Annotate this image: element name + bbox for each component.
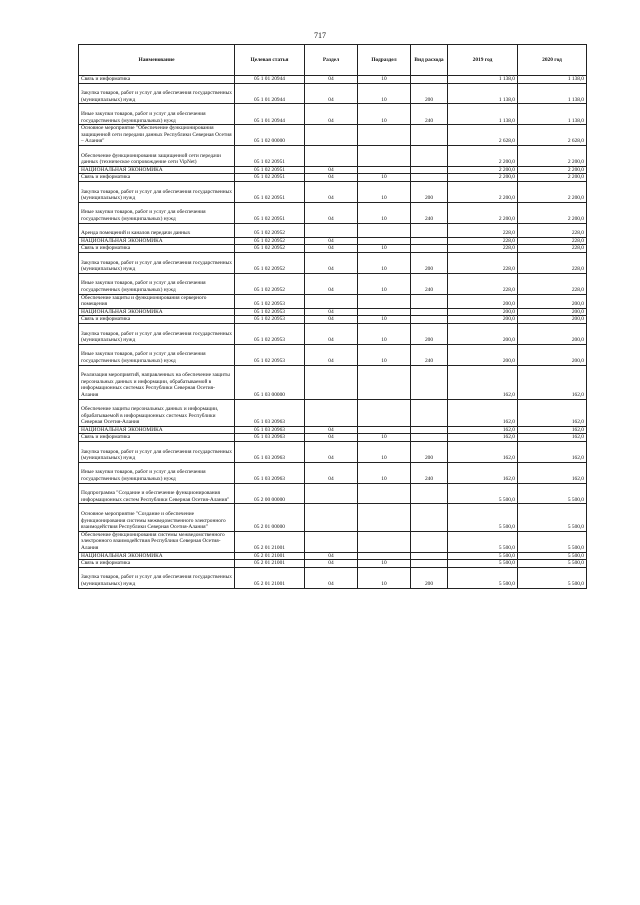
cell-2020: 200,0 bbox=[518, 316, 587, 324]
cell-name: Связь и информатика bbox=[79, 316, 235, 324]
cell-target-article: 05 1 03 20963 bbox=[235, 426, 305, 434]
cell-target-article: 05 1 01 20944 bbox=[235, 83, 305, 104]
table-row bbox=[79, 166, 587, 174]
cell-2019: 162,0 bbox=[448, 399, 518, 426]
cell-2020: 228,0 bbox=[518, 252, 587, 273]
cell-2020: 162,0 bbox=[518, 399, 587, 426]
cell-2020: 228,0 bbox=[518, 237, 587, 245]
table-row bbox=[79, 434, 587, 442]
cell-subsection: 10 bbox=[358, 252, 411, 273]
cell-target-article: 05 1 02 20951 bbox=[235, 145, 305, 166]
table-row bbox=[79, 426, 587, 434]
cell-section: 04 bbox=[305, 308, 358, 316]
cell-name: НАЦИОНАЛЬНАЯ ЭКОНОМИКА bbox=[79, 237, 235, 245]
cell-subsection: 10 bbox=[358, 174, 411, 182]
cell-2019: 228,0 bbox=[448, 245, 518, 253]
cell-expense-type bbox=[411, 174, 448, 182]
cell-subsection: 10 bbox=[358, 316, 411, 324]
table-row bbox=[79, 308, 587, 316]
header-target-article: Целевая статья bbox=[235, 45, 305, 76]
table-row bbox=[79, 104, 587, 125]
cell-subsection bbox=[358, 125, 411, 146]
table-row bbox=[79, 294, 587, 308]
cell-subsection: 10 bbox=[358, 323, 411, 344]
cell-subsection: 10 bbox=[358, 202, 411, 223]
header-section: Раздел bbox=[305, 45, 358, 76]
cell-2019: 2 200,0 bbox=[448, 174, 518, 182]
cell-subsection bbox=[358, 504, 411, 531]
cell-2020: 2 200,0 bbox=[518, 145, 587, 166]
cell-target-article: 05 1 02 20953 bbox=[235, 344, 305, 365]
cell-subsection: 10 bbox=[358, 442, 411, 463]
cell-2020: 5 500,0 bbox=[518, 531, 587, 552]
table-row bbox=[79, 504, 587, 531]
cell-subsection bbox=[358, 308, 411, 316]
cell-target-article: 05 1 03 20963 bbox=[235, 434, 305, 442]
cell-name: Иные закупки товаров, работ и услуг для обеспечения государственных (муниципальных) нужд bbox=[79, 202, 235, 223]
cell-expense-type bbox=[411, 560, 448, 568]
cell-subsection bbox=[358, 552, 411, 560]
cell-section: 04 bbox=[305, 462, 358, 483]
cell-expense-type bbox=[411, 308, 448, 316]
table-row bbox=[79, 83, 587, 104]
cell-expense-type bbox=[411, 316, 448, 324]
cell-target-article: 05 2 01 21001 bbox=[235, 552, 305, 560]
cell-expense-type: 240 bbox=[411, 273, 448, 294]
cell-expense-type bbox=[411, 399, 448, 426]
cell-target-article: 05 1 03 20963 bbox=[235, 462, 305, 483]
cell-expense-type bbox=[411, 426, 448, 434]
cell-2019: 162,0 bbox=[448, 426, 518, 434]
cell-target-article: 05 1 02 20951 bbox=[235, 166, 305, 174]
cell-expense-type bbox=[411, 223, 448, 237]
cell-2020: 162,0 bbox=[518, 462, 587, 483]
cell-2020: 162,0 bbox=[518, 434, 587, 442]
cell-2020: 5 500,0 bbox=[518, 504, 587, 531]
budget-table bbox=[78, 44, 587, 589]
cell-expense-type: 240 bbox=[411, 202, 448, 223]
cell-2019: 162,0 bbox=[448, 365, 518, 399]
cell-2019: 2 628,0 bbox=[448, 125, 518, 146]
cell-2020: 2 200,0 bbox=[518, 166, 587, 174]
table-row bbox=[79, 560, 587, 568]
cell-subsection: 10 bbox=[358, 567, 411, 588]
cell-section bbox=[305, 294, 358, 308]
cell-name: НАЦИОНАЛЬНАЯ ЭКОНОМИКА bbox=[79, 308, 235, 316]
cell-2020: 5 500,0 bbox=[518, 560, 587, 568]
cell-subsection: 10 bbox=[358, 76, 411, 84]
table-row bbox=[79, 323, 587, 344]
cell-name: Закупка товаров, работ и услуг для обеспечения государственных (муниципальных) нужд bbox=[79, 442, 235, 463]
cell-2019: 228,0 bbox=[448, 237, 518, 245]
cell-expense-type: 200 bbox=[411, 83, 448, 104]
cell-expense-type bbox=[411, 504, 448, 531]
cell-target-article: 05 1 02 20953 bbox=[235, 294, 305, 308]
cell-2020: 162,0 bbox=[518, 365, 587, 399]
cell-section bbox=[305, 531, 358, 552]
cell-name: НАЦИОНАЛЬНАЯ ЭКОНОМИКА bbox=[79, 166, 235, 174]
table-row bbox=[79, 237, 587, 245]
cell-expense-type bbox=[411, 237, 448, 245]
cell-2019: 2 200,0 bbox=[448, 166, 518, 174]
cell-2020: 5 500,0 bbox=[518, 552, 587, 560]
cell-2020: 200,0 bbox=[518, 294, 587, 308]
cell-2020: 162,0 bbox=[518, 442, 587, 463]
cell-expense-type: 240 bbox=[411, 462, 448, 483]
cell-2019: 2 200,0 bbox=[448, 202, 518, 223]
cell-name: Иные закупки товаров, работ и услуг для обеспечения государственных (муниципальных) нужд bbox=[79, 344, 235, 365]
cell-2019: 2 200,0 bbox=[448, 181, 518, 202]
table-row bbox=[79, 245, 587, 253]
cell-expense-type: 200 bbox=[411, 567, 448, 588]
cell-expense-type bbox=[411, 245, 448, 253]
cell-section: 04 bbox=[305, 567, 358, 588]
cell-section bbox=[305, 125, 358, 146]
cell-2020: 228,0 bbox=[518, 245, 587, 253]
cell-subsection: 10 bbox=[358, 344, 411, 365]
header-expense-type: Вид расхода bbox=[411, 45, 448, 76]
table-row bbox=[79, 202, 587, 223]
table-row bbox=[79, 76, 587, 84]
cell-target-article: 05 1 03 00000 bbox=[235, 365, 305, 399]
page-number: 717 bbox=[314, 31, 326, 40]
cell-target-article: 05 1 01 20944 bbox=[235, 104, 305, 125]
cell-target-article: 05 1 01 20944 bbox=[235, 76, 305, 84]
cell-target-article: 05 1 02 20951 bbox=[235, 174, 305, 182]
cell-name: Связь и информатика bbox=[79, 76, 235, 84]
cell-name: Закупка товаров, работ и услуг для обеспечения государственных (муниципальных) нужд bbox=[79, 567, 235, 588]
cell-target-article: 05 1 02 20953 bbox=[235, 316, 305, 324]
cell-2020: 5 500,0 bbox=[518, 483, 587, 504]
cell-target-article: 05 1 02 20952 bbox=[235, 252, 305, 273]
cell-name: Закупка товаров, работ и услуг для обеспечения государственных (муниципальных) нужд bbox=[79, 83, 235, 104]
cell-2019: 5 500,0 bbox=[448, 552, 518, 560]
header-year-2020: 2020 год bbox=[518, 45, 587, 76]
cell-name: Иные закупки товаров, работ и услуг для обеспечения государственных (муниципальных) нужд bbox=[79, 273, 235, 294]
cell-name: Подпрограмма "Создание и обеспечение функционирования информационных систем Республики Северная Осетия-Алания" bbox=[79, 483, 235, 504]
table-row bbox=[79, 174, 587, 182]
cell-2020: 228,0 bbox=[518, 223, 587, 237]
cell-section: 04 bbox=[305, 426, 358, 434]
cell-subsection bbox=[358, 399, 411, 426]
table-row bbox=[79, 442, 587, 463]
cell-name: Иные закупки товаров, работ и услуг для обеспечения государственных (муниципальных) нужд bbox=[79, 104, 235, 125]
cell-target-article: 05 1 02 20952 bbox=[235, 223, 305, 237]
cell-section: 04 bbox=[305, 442, 358, 463]
cell-expense-type bbox=[411, 434, 448, 442]
cell-2019: 200,0 bbox=[448, 344, 518, 365]
cell-expense-type: 200 bbox=[411, 181, 448, 202]
cell-2020: 5 500,0 bbox=[518, 567, 587, 588]
cell-target-article: 05 1 02 20951 bbox=[235, 202, 305, 223]
cell-name: Связь и информатика bbox=[79, 245, 235, 253]
cell-subsection: 10 bbox=[358, 83, 411, 104]
cell-name: Основное мероприятие "Создание и обеспечение функционирования системы межведомственного электронного взаимодействия Республики Северная Осетия-Алания" bbox=[79, 504, 235, 531]
cell-2019: 162,0 bbox=[448, 434, 518, 442]
cell-name: Закупка товаров, работ и услуг для обеспечения государственных (муниципальных) нужд bbox=[79, 252, 235, 273]
cell-section: 04 bbox=[305, 104, 358, 125]
cell-name: Обеспечение защиты и функционирования серверного помещения bbox=[79, 294, 235, 308]
cell-target-article: 05 2 01 00000 bbox=[235, 504, 305, 531]
cell-section bbox=[305, 504, 358, 531]
cell-subsection: 10 bbox=[358, 181, 411, 202]
cell-2020: 162,0 bbox=[518, 426, 587, 434]
cell-subsection bbox=[358, 145, 411, 166]
cell-section bbox=[305, 145, 358, 166]
header-year-2019: 2019 год bbox=[448, 45, 518, 76]
cell-target-article: 05 1 03 20963 bbox=[235, 399, 305, 426]
cell-target-article: 05 2 00 00000 bbox=[235, 483, 305, 504]
table-row bbox=[79, 552, 587, 560]
cell-section: 04 bbox=[305, 252, 358, 273]
cell-target-article: 05 1 02 00000 bbox=[235, 125, 305, 146]
header-name: Наименование bbox=[79, 45, 235, 76]
cell-subsection: 10 bbox=[358, 462, 411, 483]
cell-2019: 1 138,0 bbox=[448, 83, 518, 104]
cell-2020: 200,0 bbox=[518, 323, 587, 344]
cell-subsection bbox=[358, 365, 411, 399]
cell-2019: 2 200,0 bbox=[448, 145, 518, 166]
table-row bbox=[79, 462, 587, 483]
cell-2020: 228,0 bbox=[518, 273, 587, 294]
cell-subsection: 10 bbox=[358, 560, 411, 568]
cell-section bbox=[305, 365, 358, 399]
cell-name: Обеспечение защиты персональных данных и информации, обрабатываемой в информационных системах Республики Северная Осетия-Алания bbox=[79, 399, 235, 426]
cell-target-article: 05 1 02 20951 bbox=[235, 181, 305, 202]
cell-section: 04 bbox=[305, 273, 358, 294]
cell-subsection: 10 bbox=[358, 104, 411, 125]
cell-section: 04 bbox=[305, 174, 358, 182]
cell-name: Реализация мероприятий, направленных на обеспечение защиты персональных данных и информации, обрабатываемой в информационных системах Республики Северная Осетия-Алания bbox=[79, 365, 235, 399]
table-row bbox=[79, 316, 587, 324]
cell-2019: 5 500,0 bbox=[448, 504, 518, 531]
table-row bbox=[79, 344, 587, 365]
cell-expense-type bbox=[411, 166, 448, 174]
cell-section bbox=[305, 483, 358, 504]
cell-target-article: 05 1 03 20963 bbox=[235, 442, 305, 463]
cell-2019: 228,0 bbox=[448, 252, 518, 273]
cell-name: Основное мероприятие "Обеспечение функционирования защищенной сети передачи данных Республики Северная Осетия – Алания" bbox=[79, 125, 235, 146]
cell-2019: 1 138,0 bbox=[448, 76, 518, 84]
cell-expense-type bbox=[411, 552, 448, 560]
cell-subsection bbox=[358, 223, 411, 237]
cell-2019: 200,0 bbox=[448, 294, 518, 308]
cell-2019: 5 500,0 bbox=[448, 560, 518, 568]
cell-2019: 5 500,0 bbox=[448, 483, 518, 504]
cell-2019: 228,0 bbox=[448, 273, 518, 294]
cell-2019: 162,0 bbox=[448, 442, 518, 463]
cell-target-article: 05 1 02 20953 bbox=[235, 323, 305, 344]
cell-section: 04 bbox=[305, 166, 358, 174]
cell-section bbox=[305, 223, 358, 237]
cell-expense-type: 200 bbox=[411, 442, 448, 463]
cell-target-article: 05 2 01 21001 bbox=[235, 560, 305, 568]
cell-2019: 228,0 bbox=[448, 223, 518, 237]
cell-expense-type bbox=[411, 76, 448, 84]
header-subsection: Подраздел bbox=[358, 45, 411, 76]
cell-section: 04 bbox=[305, 344, 358, 365]
cell-2020: 200,0 bbox=[518, 344, 587, 365]
cell-section: 04 bbox=[305, 202, 358, 223]
cell-target-article: 05 1 02 20953 bbox=[235, 308, 305, 316]
cell-section: 04 bbox=[305, 83, 358, 104]
cell-expense-type bbox=[411, 125, 448, 146]
cell-subsection: 10 bbox=[358, 245, 411, 253]
cell-2019: 200,0 bbox=[448, 316, 518, 324]
cell-expense-type: 240 bbox=[411, 344, 448, 365]
cell-expense-type: 200 bbox=[411, 252, 448, 273]
cell-section: 04 bbox=[305, 181, 358, 202]
cell-subsection bbox=[358, 237, 411, 245]
cell-name: НАЦИОНАЛЬНАЯ ЭКОНОМИКА bbox=[79, 426, 235, 434]
cell-target-article: 05 1 02 20952 bbox=[235, 245, 305, 253]
cell-section: 04 bbox=[305, 434, 358, 442]
table-row bbox=[79, 531, 587, 552]
cell-expense-type bbox=[411, 531, 448, 552]
cell-2019: 5 500,0 bbox=[448, 567, 518, 588]
cell-name: Обеспечение функционирования защищенной сети передачи данных (техническое сопровождение сети VipNet) bbox=[79, 145, 235, 166]
cell-2020: 200,0 bbox=[518, 308, 587, 316]
cell-subsection bbox=[358, 531, 411, 552]
cell-section: 04 bbox=[305, 323, 358, 344]
cell-2019: 200,0 bbox=[448, 308, 518, 316]
cell-expense-type bbox=[411, 294, 448, 308]
table-row bbox=[79, 483, 587, 504]
table-row bbox=[79, 125, 587, 146]
cell-name: Иные закупки товаров, работ и услуг для обеспечения государственных (муниципальных) нужд bbox=[79, 462, 235, 483]
cell-subsection: 10 bbox=[358, 273, 411, 294]
cell-section: 04 bbox=[305, 237, 358, 245]
cell-name: НАЦИОНАЛЬНАЯ ЭКОНОМИКА bbox=[79, 552, 235, 560]
cell-name: Обеспечение функционирования системы межведомственного электронного взаимодействия Республики Северная Осетия-Алания bbox=[79, 531, 235, 552]
table-row bbox=[79, 252, 587, 273]
table-row bbox=[79, 365, 587, 399]
cell-expense-type: 240 bbox=[411, 104, 448, 125]
cell-section: 04 bbox=[305, 552, 358, 560]
cell-name: Аренда помещений и каналов передачи данных bbox=[79, 223, 235, 237]
cell-subsection bbox=[358, 166, 411, 174]
cell-target-article: 05 2 01 21001 bbox=[235, 567, 305, 588]
table-row bbox=[79, 273, 587, 294]
cell-name: Закупка товаров, работ и услуг для обеспечения государственных (муниципальных) нужд bbox=[79, 323, 235, 344]
cell-section: 04 bbox=[305, 316, 358, 324]
cell-name: Закупка товаров, работ и услуг для обеспечения государственных (муниципальных) нужд bbox=[79, 181, 235, 202]
cell-2020: 2 200,0 bbox=[518, 174, 587, 182]
cell-target-article: 05 1 02 20952 bbox=[235, 237, 305, 245]
cell-2019: 5 500,0 bbox=[448, 531, 518, 552]
cell-2019: 200,0 bbox=[448, 323, 518, 344]
cell-2020: 1 138,0 bbox=[518, 104, 587, 125]
cell-2019: 1 138,0 bbox=[448, 104, 518, 125]
cell-subsection bbox=[358, 294, 411, 308]
cell-name: Связь и информатика bbox=[79, 174, 235, 182]
cell-2020: 1 138,0 bbox=[518, 76, 587, 84]
cell-section: 04 bbox=[305, 76, 358, 84]
table-row bbox=[79, 399, 587, 426]
table-row bbox=[79, 181, 587, 202]
cell-target-article: 05 2 01 21001 bbox=[235, 531, 305, 552]
cell-name: Связь и информатика bbox=[79, 560, 235, 568]
table-row bbox=[79, 567, 587, 588]
cell-section: 04 bbox=[305, 560, 358, 568]
cell-section: 04 bbox=[305, 245, 358, 253]
cell-expense-type bbox=[411, 483, 448, 504]
cell-2020: 2 628,0 bbox=[518, 125, 587, 146]
cell-expense-type: 200 bbox=[411, 323, 448, 344]
cell-2020: 2 200,0 bbox=[518, 202, 587, 223]
cell-subsection: 10 bbox=[358, 434, 411, 442]
table-row bbox=[79, 223, 587, 237]
cell-expense-type bbox=[411, 365, 448, 399]
cell-2020: 1 138,0 bbox=[518, 83, 587, 104]
table-header-row bbox=[79, 45, 587, 76]
table-row bbox=[79, 145, 587, 166]
cell-2020: 2 200,0 bbox=[518, 181, 587, 202]
cell-subsection bbox=[358, 426, 411, 434]
cell-expense-type bbox=[411, 145, 448, 166]
cell-2019: 162,0 bbox=[448, 462, 518, 483]
cell-target-article: 05 1 02 20952 bbox=[235, 273, 305, 294]
cell-name: Связь и информатика bbox=[79, 434, 235, 442]
cell-section bbox=[305, 399, 358, 426]
cell-subsection bbox=[358, 483, 411, 504]
